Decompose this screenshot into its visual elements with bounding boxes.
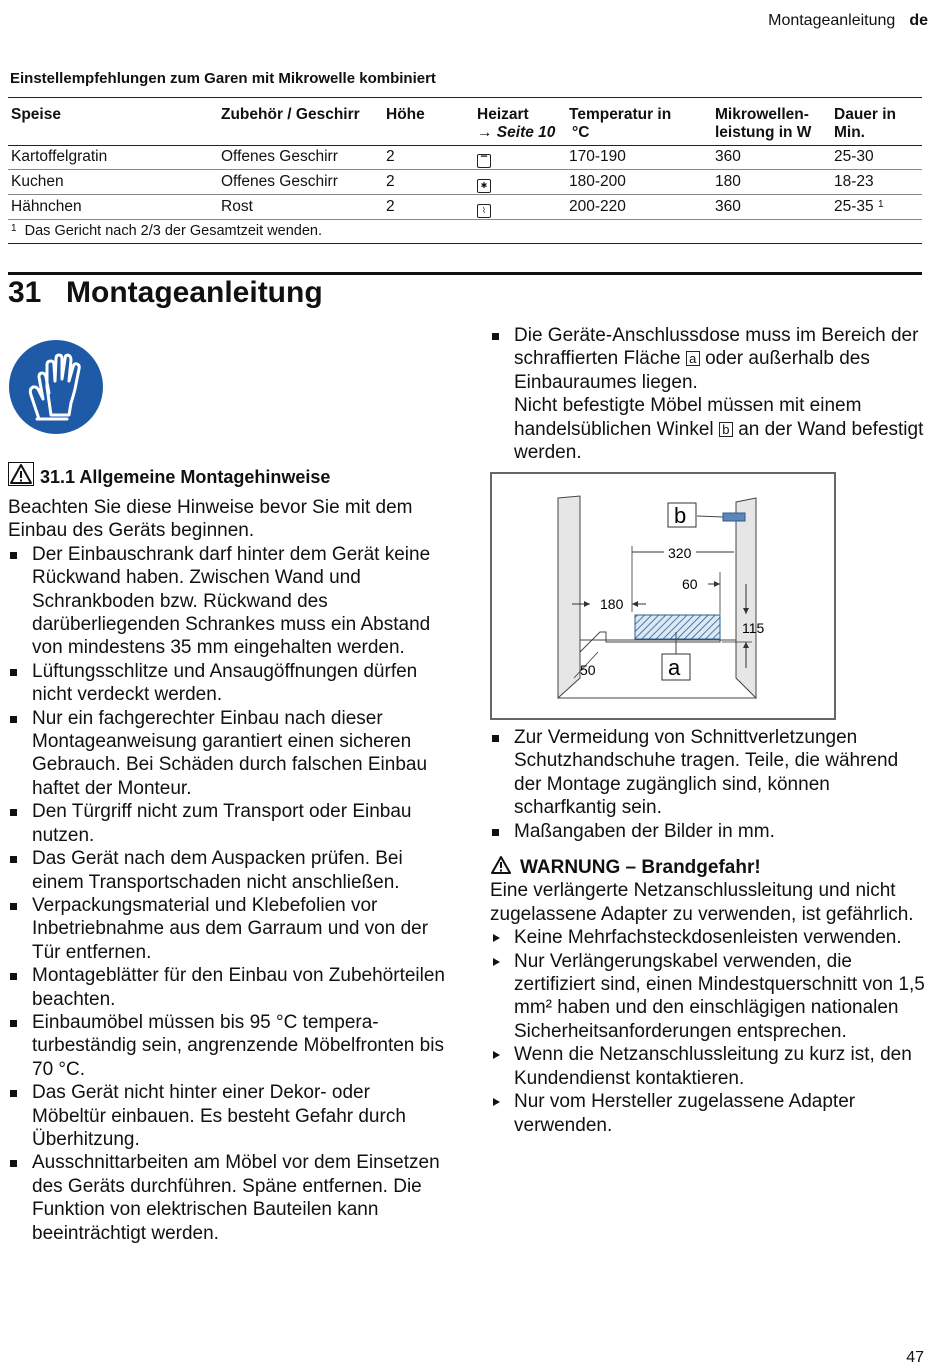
hot-air-icon: ✱ <box>477 174 491 193</box>
chapter-name: Montageanleitung <box>66 276 323 309</box>
dim-115: 115 <box>742 620 765 636</box>
right-column-lower <box>490 726 930 1137</box>
chapter-title <box>8 276 323 310</box>
col-header-heating-ref[interactable]: → Seite 10 <box>477 124 556 141</box>
col-header-dish: Speise <box>11 106 61 123</box>
action-list <box>490 926 930 1137</box>
row1-dish: Kartoffelgratin <box>11 148 108 165</box>
list-item: Nur ein fachgerechter Einbau nach dieser Montageanweisung garantiert einen sicheren Gebrauch. Bei Schäden durch falschen Einbau haftet der Monteur. <box>8 707 448 801</box>
col-header-temp-unit: °C <box>572 124 590 141</box>
footnote-text: Das Gericht nach 2/3 der Gesamtzeit wenden. <box>24 223 323 239</box>
row3-duration-value: 25-35 <box>834 198 874 215</box>
table-header-rule <box>8 145 922 146</box>
list-item: Der Einbauschrank darf hinter dem Gerät keine Rückwand haben. Zwischen Wand und Schrankboden bzw. Rückwand des darüberliegenden Schrankes muss ein Abstand von mindestens 35 mm eingehalten werden. <box>8 543 448 660</box>
safety-gloves-icon <box>9 337 103 437</box>
left-column <box>8 496 448 1245</box>
row3-footnote-ref: 1 <box>877 199 884 210</box>
row3-duration <box>834 198 884 216</box>
row1-accessory: Offenes Geschirr <box>221 148 338 165</box>
list-item: Das Gerät nicht hinter einer Dekor- oder Möbeltür einbauen. Es besteht Gefahr durch Überhitzung. <box>8 1081 448 1151</box>
instruction-list <box>8 543 448 1245</box>
row3-temp: 200-220 <box>569 198 626 215</box>
list-item: Nur Verlängerungskabel verwenden, die zertifiziert sind, einen Mindestquerschnitt von 1,5 mm² haben und den einschlägigen nationalen Sicherheitsanforderungen entsprechen. <box>490 950 930 1044</box>
safety-list <box>490 726 930 843</box>
page-number: 47 <box>906 1349 924 1366</box>
row2-level: 2 <box>386 173 395 190</box>
row-divider <box>8 169 922 170</box>
list-item: Nur vom Hersteller zugelassene Adapter verwenden. <box>490 1090 930 1137</box>
header-section: Montageanleitung <box>768 12 896 29</box>
socket-text-4: an der Wand befestigt werden. <box>514 418 924 464</box>
table-title: Einstellempfehlungen zum Garen mit Mikrowelle kombiniert <box>10 70 436 87</box>
warning-triangle-icon <box>490 855 512 875</box>
row1-duration: 25-30 <box>834 148 874 165</box>
dim-180: 180 <box>600 596 624 612</box>
ref-box-b: b <box>719 422 733 437</box>
row3-level: 2 <box>386 198 395 215</box>
col-header-duration-unit: Min. <box>834 124 865 141</box>
dim-320: 320 <box>668 545 692 561</box>
list-item: Einbaumöbel müssen bis 95 °C temperaturbeständig sein, angrenzende Möbelfronten bis 70 °C. <box>8 1011 448 1081</box>
list-item: Ausschnittarbeiten am Möbel vor dem Einsetzen des Geräts durchführen. Späne entfernen. Die Funktion von elektrischen Bauteilen kann beeinträchtigt werden. <box>8 1151 448 1245</box>
col-header-accessory: Zubehör / Geschirr <box>221 106 360 123</box>
section-number: 31.1 <box>40 467 76 487</box>
row1-level: 2 <box>386 148 395 165</box>
section-title: Allgemeine Montagehinweise <box>79 467 331 487</box>
row3-accessory: Rost <box>221 198 253 215</box>
label-b: b <box>674 503 687 528</box>
wall-bracket <box>723 513 745 521</box>
warning-title: WARNUNG – Brandgefahr! <box>520 857 761 879</box>
list-item: Verpackungsmaterial und Klebefolien vor Inbetriebnahme aus dem Garraum und von der Tür entfernen. <box>8 894 448 964</box>
row2-dish: Kuchen <box>11 173 64 190</box>
table-footnote <box>11 222 322 240</box>
list-item <box>490 324 930 464</box>
col-header-heating: Heizart <box>477 106 529 123</box>
col-header-power: Mikrowellen- <box>715 106 809 123</box>
list-item: Das Gerät nach dem Auspacken prüfen. Bei einem Transportschaden nicht anschließen. <box>8 847 448 894</box>
hatched-socket-area <box>635 615 720 639</box>
col-header-power-unit: leistung in W <box>715 124 812 141</box>
header-lang: de <box>909 12 928 29</box>
warning-text: Eine verlängerte Netzanschlussleitung und nicht zugelassene Adapter zu verwenden, ist gefährlich. <box>490 880 914 925</box>
footnote-mark: 1 <box>11 223 17 234</box>
row3-dish: Hähnchen <box>11 198 82 215</box>
grill-icon: ⌇ <box>477 199 491 218</box>
intro-paragraph: Beachten Sie diese Hinweise bevor Sie mit dem Einbau des Geräts beginnen. <box>8 497 413 542</box>
row-divider <box>8 219 922 220</box>
list-item: Lüftungsschlitze und Ansaugöffnungen dürfen nicht verdeckt werden. <box>8 660 448 707</box>
list-item: Keine Mehrfachsteckdosenleisten verwenden. <box>490 926 930 949</box>
row3-power: 360 <box>715 198 741 215</box>
list-item: Wenn die Netzanschlussleitung zu kurz ist, den Kundendienst kontaktieren. <box>490 1043 930 1090</box>
installation-diagram <box>490 472 836 720</box>
list-item: Den Türgriff nicht zum Transport oder Einbau nutzen. <box>8 800 448 847</box>
socket-text-3: Nicht befestigte Möbel müssen mit einem handelsüblichen Winkel <box>514 395 862 440</box>
row1-power: 360 <box>715 148 741 165</box>
right-column-top <box>490 324 930 464</box>
chapter-number: 31 <box>8 276 42 309</box>
col-header-level: Höhe <box>386 106 425 123</box>
table-bottom-rule <box>8 243 922 244</box>
socket-text-1: Die Geräte-Anschlussdose muss im Bereich der schraffierten Fläche <box>514 325 919 370</box>
ref-box-a: a <box>686 351 700 366</box>
section-heading <box>8 462 330 488</box>
socket-list <box>490 324 930 464</box>
dim-50: 50 <box>580 662 596 678</box>
label-a: a <box>668 655 681 680</box>
warning-heading <box>490 855 930 879</box>
dim-60: 60 <box>682 576 698 592</box>
list-item: Maßangaben der Bilder in mm. <box>490 820 930 843</box>
col-header-duration: Dauer in <box>834 106 897 123</box>
list-item: Montageblätter für den Einbau von Zubehörteilen beachten. <box>8 964 448 1011</box>
table-top-rule <box>8 97 922 98</box>
page-header <box>768 12 928 30</box>
col-header-temp: Temperatur in <box>569 106 672 123</box>
row1-temp: 170-190 <box>569 148 626 165</box>
warning-icon <box>8 462 34 486</box>
top-bottom-heat-icon: ▔ <box>477 149 491 168</box>
row2-duration: 18-23 <box>834 173 874 190</box>
row2-accessory: Offenes Geschirr <box>221 173 338 190</box>
list-item: Zur Vermeidung von Schnittverletzungen Schutzhandschuhe tragen. Teile, die während der Montage zugänglich sind, können scharfkantig sein. <box>490 726 930 820</box>
chapter-rule <box>8 272 922 275</box>
socket-text-2: oder außerhalb des Einbauraumes liegen. <box>514 348 870 393</box>
row2-power: 180 <box>715 173 741 190</box>
row-divider <box>8 194 922 195</box>
row2-temp: 180-200 <box>569 173 626 190</box>
left-cabinet-wall <box>558 496 580 698</box>
